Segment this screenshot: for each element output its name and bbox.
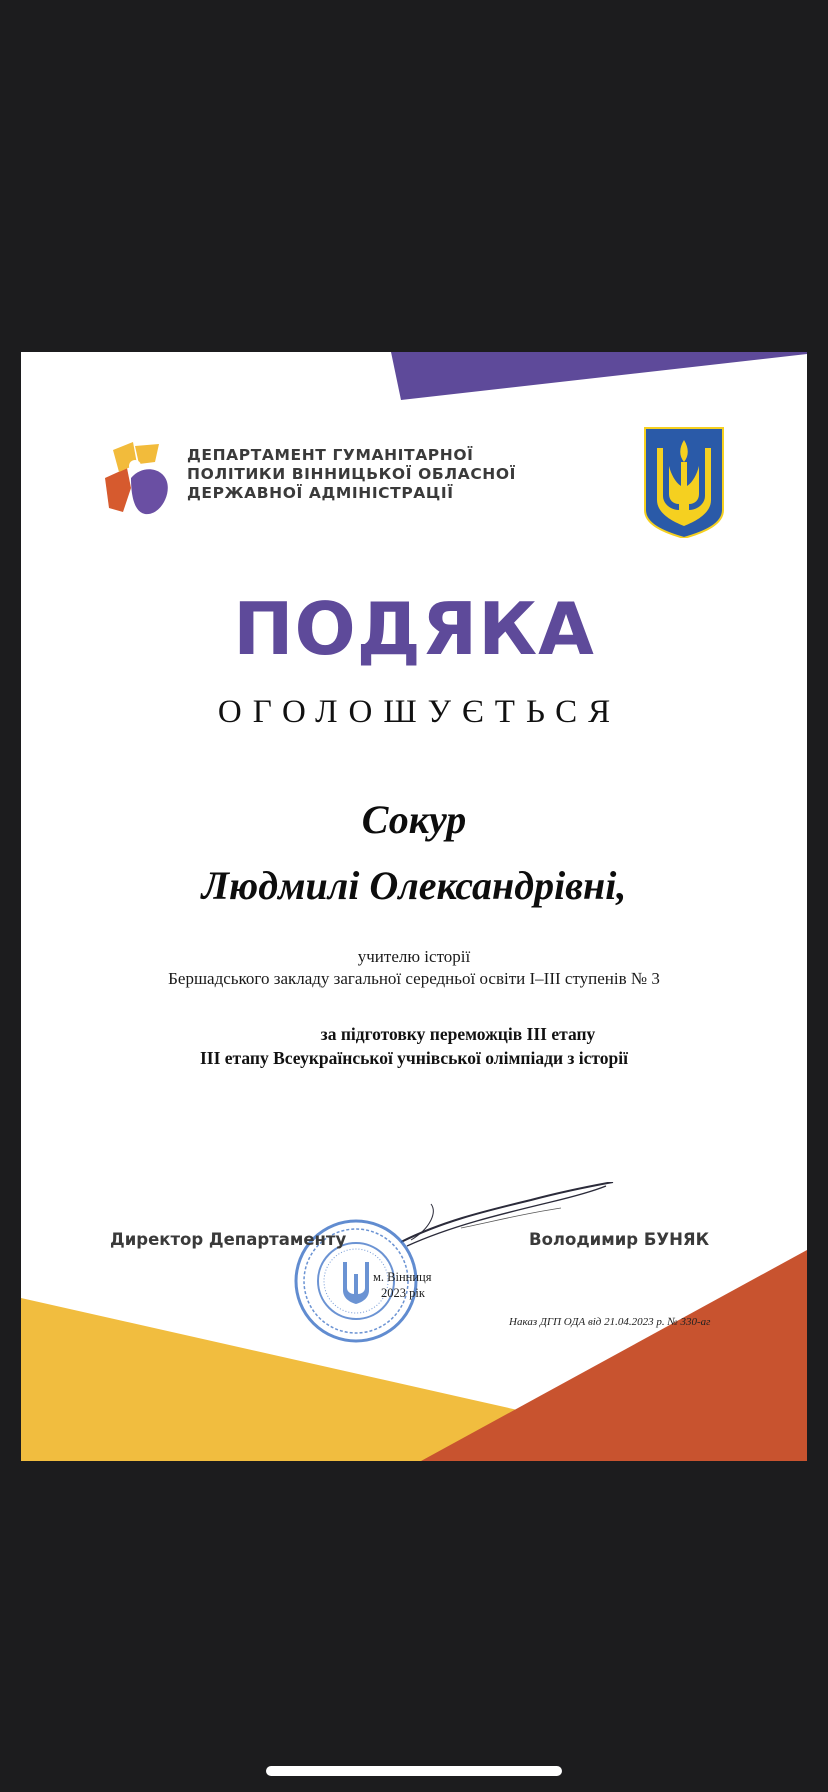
yellow-corner-shape xyxy=(21,1298,531,1461)
award-reason-line: ІІІ етапу Всеукраїнської учнівської олімпіади з історії xyxy=(199,1048,629,1068)
department-logo-icon xyxy=(101,438,177,522)
signatory-title: Директор Департаменту xyxy=(110,1230,347,1249)
signatory-name: Володимир БУНЯК xyxy=(529,1230,710,1249)
department-name xyxy=(187,446,547,503)
certificate-title: ПОДЯКА xyxy=(233,587,595,671)
department-name-line: ДЕРЖАВНОЇ АДМІНІСТРАЦІЇ xyxy=(187,484,454,502)
department-name-line: ПОЛІТИКИ ВІННИЦЬКОЇ ОБЛАСНОЇ xyxy=(187,465,517,483)
recipient-surname: Сокур xyxy=(361,797,467,842)
trident-icon xyxy=(643,426,725,538)
recipient-given-names: Людмилі Олександрівні, xyxy=(201,863,627,908)
department-name-line: ДЕПАРТАМЕНТ ГУМАНІТАРНОЇ xyxy=(187,446,474,464)
home-indicator[interactable] xyxy=(266,1766,562,1776)
recipient-position: учителю історії xyxy=(357,947,471,966)
certificate xyxy=(21,352,807,1461)
award-reason-line: за підготовку переможців ІІІ етапу xyxy=(320,1024,596,1044)
order-reference: Наказ ДГП ОДА від 21.04.2023 р. № 330-аг xyxy=(509,1316,711,1328)
certificate-subtitle: ОГОЛОШУЄТЬСЯ xyxy=(217,694,622,730)
recipient-school: Бершадського закладу загальної середньої освіти І–ІІІ ступенів № 3 xyxy=(168,969,660,988)
issue-place: м. Вінниця xyxy=(373,1270,432,1284)
issue-year: 2023 рік xyxy=(381,1286,425,1300)
purple-corner-shape xyxy=(391,352,807,400)
